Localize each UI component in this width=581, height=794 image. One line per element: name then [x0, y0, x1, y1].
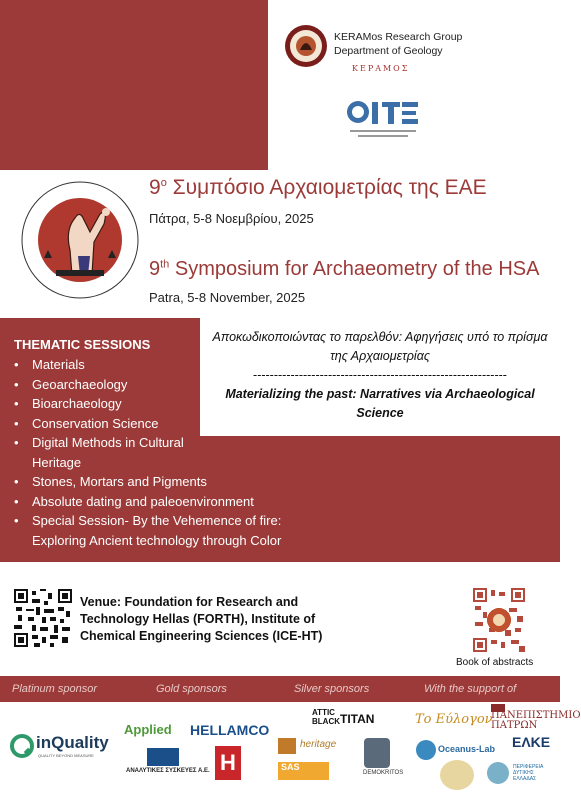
oceanus-logo-icon: [416, 740, 436, 760]
research-group-label: [334, 30, 462, 58]
book-of-abstracts-qr-code[interactable]: [473, 588, 525, 652]
gold-sponsors-label: Gold sponsors: [156, 683, 227, 695]
heritage-logo: heritage: [300, 739, 337, 750]
inquality-tagline: QUALITY BEYOND MEASURE: [38, 753, 94, 758]
keramos-seal-icon: [284, 24, 328, 68]
session-item: • Bioarchaeology: [14, 394, 324, 414]
group-name: KERAMos Research Group: [334, 31, 463, 43]
analytikes-logo: ΑΝΑΛΥΤΙΚΕΣ ΣΥΣΚΕΥΕΣ Α.Ε.: [126, 768, 210, 774]
university-patras-logo: ΠΑΝΕΠΙΣΤΗΜΙΟ ΠΑΤΡΩΝ: [491, 710, 581, 731]
periferia-logo-icon: [487, 762, 509, 784]
regional-emblem-icon: [440, 760, 474, 790]
symposium-date-greek: Πάτρα, 5-8 Νοεμβρίου, 2025: [149, 211, 314, 226]
democritos-logo: DEMOKRITOS: [363, 770, 404, 776]
sessions-header: THEMATIC SESSIONS: [14, 337, 151, 352]
periferia-logo: ΠΕΡΙΦΕΡΕΙΑ ΔΥΤΙΚΗΣ ΕΛΛΑΔΑΣ: [513, 764, 544, 782]
ite-logo-icon: [344, 98, 422, 142]
theme-greek: Αποκωδικοποιώντας το παρελθόν: Αφηγήσεις υπό το πρίσμα της Αρχαιομετρίας: [212, 330, 548, 363]
democritos-logo-icon: [364, 738, 390, 768]
inquality-logo-icon: [10, 734, 34, 758]
symposium-title-english: 9th Symposium for Archaeometry of the HSA: [149, 258, 540, 280]
venue-text: Venue: Foundation for Research and Technology Hellas (FORTH), Institute of Chemical Engineering Sciences (ICE-HT): [80, 595, 323, 643]
heritage-logo-icon: [278, 738, 296, 754]
support-label: With the support of: [424, 683, 517, 695]
session-item: • Geoarchaeology: [14, 375, 324, 395]
session-item: • Stones, Mortars and Pigments: [14, 472, 324, 492]
header-color-band: [0, 0, 268, 170]
session-item: • Absolute dating and paleoenvironment: [14, 492, 324, 512]
symposium-date-english: Patra, 5-8 November, 2025: [149, 290, 306, 305]
department-name: Department of Geology: [334, 45, 443, 57]
analytikes-logo-icon: [147, 748, 179, 766]
session-item: • Special Session- By the Vehemence of fire: Exploring Ancient technology through Color: [14, 511, 314, 550]
to-evlogon-logo: Το Εύλογον: [415, 712, 493, 727]
applied-logo: Applied: [124, 722, 172, 737]
eake-logo: ΕΛΚΕ: [512, 734, 551, 750]
platinum-sponsor-label: Platinum sponsor: [12, 683, 97, 695]
titan-logo: TITAN: [340, 712, 375, 726]
theme-english: Materializing the past: Narratives via Archaeological Science: [225, 387, 535, 420]
session-item: • Digital Methods in Cultural Heritage: [14, 433, 192, 472]
symposium-title-greek: $9^o$ Συμπόσιο Αρχαιομετρίας της ΕΑΕ: [149, 176, 487, 199]
hsa-seal-icon: [20, 170, 140, 310]
hellamco-logo: HELLAMCO: [190, 722, 270, 738]
silver-sponsors-label: Silver sponsors: [294, 683, 370, 695]
h-logo-icon: H: [215, 746, 241, 780]
session-item: • Conservation Science: [14, 414, 324, 434]
theme-divider: -------------------------------------------------------------: [253, 368, 507, 382]
venue-qr-code[interactable]: [14, 589, 72, 647]
sessions-list: [14, 355, 324, 550]
session-item: • Materials: [14, 355, 324, 375]
keramos-wordmark: ΚΕΡΑΜΟΣ: [352, 64, 410, 73]
book-of-abstracts-label: Book of abstracts: [456, 657, 534, 668]
inquality-logo: inQuality: [36, 733, 109, 752]
sas-logo: SAS: [278, 762, 329, 780]
attic-black-logo: ATTIC BLACK: [312, 708, 340, 726]
oceanus-lab-logo: Oceanus-Lab: [438, 744, 496, 754]
